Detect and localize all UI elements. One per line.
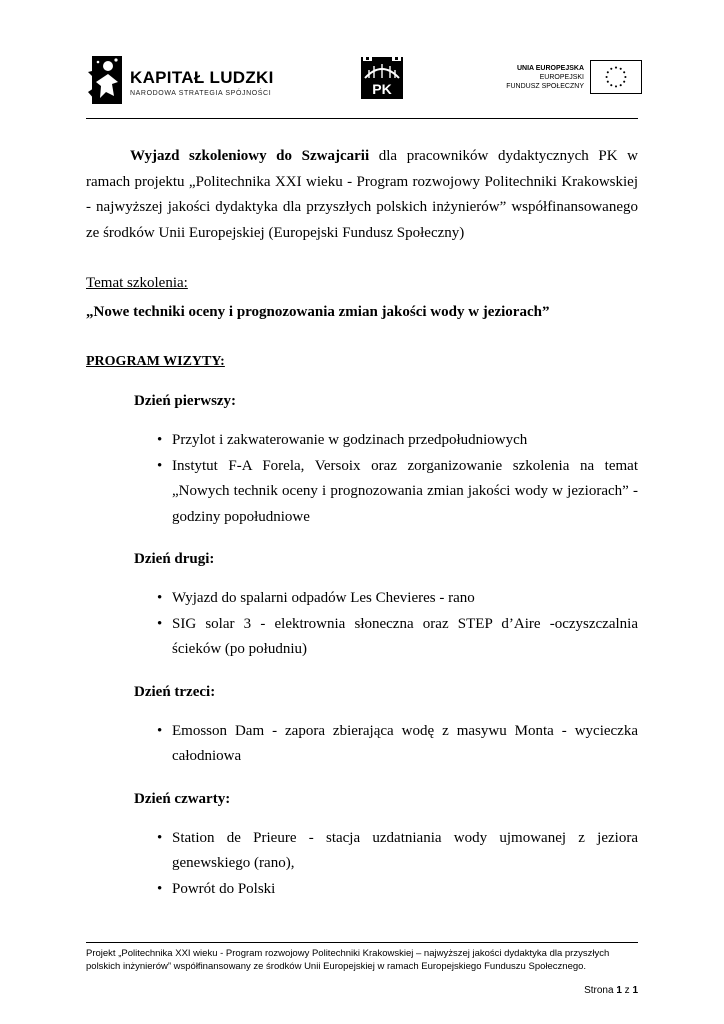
eu-logo xyxy=(498,60,642,96)
day-section xyxy=(86,391,638,530)
topic-label: Temat szkolenia: xyxy=(86,275,188,291)
list-item: • Przylot i zakwaterowanie w godzinach przedpołudniowych xyxy=(172,428,638,454)
page-number xyxy=(584,985,638,996)
program-heading: PROGRAM WIZYTY: xyxy=(86,354,225,369)
footer-text: Projekt „Politechnika XXI wieku - Program rozwojowy Politechniki Krakowskiej – najwyższej jakości dydaktyka dla przyszłych polskich inżynierów” współfinansowany ze środków Unii Europejskiej w ramach Europejskiego Funduszu Społecznego. xyxy=(86,948,610,972)
list-item: • Powrót do Polski xyxy=(172,877,638,903)
kapital-ludzki-subtitle: NARODOWA STRATEGIA SPÓJNOŚCI xyxy=(130,90,272,97)
eu-logo-text xyxy=(506,64,584,91)
page-prefix: Strona xyxy=(584,985,614,996)
list-item: • SIG solar 3 - elektrownia słoneczna oraz STEP d’Aire -oczyszczalnia ścieków (po południu) xyxy=(172,612,638,663)
day-title: Dzień drugi: xyxy=(134,551,215,567)
day-items xyxy=(86,719,638,770)
day-title: Dzień trzeci: xyxy=(134,683,216,700)
intro-rest: dla pracowników dydaktycznych PK w ramach projektu „Politechnika XXI wieku - Program rozwojowy Politechniki Krakowskiej - najwyższej jakości dydaktyka dla przyszłych polskich inżynierów” współfinansowanego ze środków Unii Europejskiej (Europejski Fundusz Społeczny) xyxy=(86,148,638,241)
day-items xyxy=(86,586,638,663)
topic-title: „Nowe techniki oceny i prognozowania zmian jakości wody w jeziorach” xyxy=(86,304,550,320)
eu-flag-icon xyxy=(590,60,642,94)
day-title: Dzień pierwszy: xyxy=(134,393,237,409)
day-title: Dzień czwarty: xyxy=(134,790,231,807)
list-item: • Wyjazd do spalarni odpadów Les Chevieres - rano xyxy=(172,586,638,612)
page-sep: z xyxy=(624,985,630,996)
kapital-ludzki-emblem-icon xyxy=(86,52,126,108)
kapital-ludzki-title: KAPITAŁ LUDZKI xyxy=(130,68,274,87)
list-item: • Instytut F-A Forela, Versoix oraz zorganizowanie szkolenia na temat „Nowych technik oceny i prognozowania zmian jakości wody w jeziorach” - godziny popołudniowe xyxy=(172,454,638,531)
eu-line-1: UNIA EUROPEJSKA xyxy=(516,65,584,72)
intro-lead: Wyjazd szkoleniowy do Szwajcarii xyxy=(130,148,370,164)
footer-divider xyxy=(86,942,638,943)
day-items xyxy=(86,428,638,530)
eu-line-2: EUROPEJSKI xyxy=(539,74,584,81)
page-total: 1 xyxy=(632,985,638,996)
pk-letters: PK xyxy=(372,81,392,97)
intro-paragraph xyxy=(86,144,638,246)
politechnika-krakowska-logo xyxy=(360,56,404,100)
day-section xyxy=(86,549,638,663)
eu-line-3: FUNDUSZ SPOŁECZNY xyxy=(506,83,584,90)
day-section xyxy=(86,682,638,770)
kapital-ludzki-logo xyxy=(86,52,276,108)
day-section xyxy=(86,789,638,903)
document-body xyxy=(86,144,638,902)
page-header xyxy=(86,44,642,114)
list-item: • Station de Prieure - stacja uzdatniania wody ujmowanej z jeziora genewskiego (rano), xyxy=(172,826,638,877)
day-items xyxy=(86,826,638,903)
header-divider xyxy=(86,118,638,119)
list-item: • Emosson Dam - zapora zbierająca wodę z masywu Monta - wycieczka całodniowa xyxy=(172,719,638,770)
page-current: 1 xyxy=(616,985,622,996)
